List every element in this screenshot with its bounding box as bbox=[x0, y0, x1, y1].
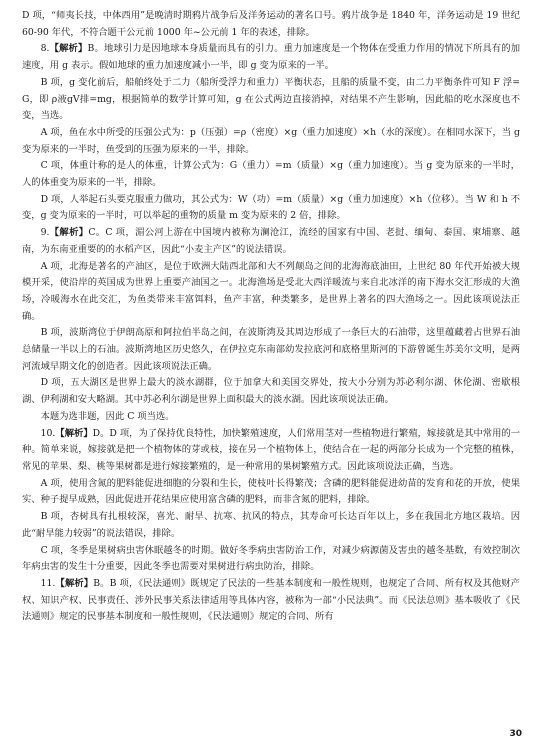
paragraph: 8.【解析】B。地球引力是因地球本身质量而具有的引力。重力加速度是一个物体在受重力作用的情况下所具有的加速度，用 g 表示。假如地球的重力加速度减小一半，即 g 变为原来的一半。 bbox=[22, 43, 520, 72]
paragraph: A 项，北海是著名的产油区，是位于欧洲大陆西北部和大不列颠岛之间的北海海底油田，上世纪 80 年代开始被大规模开采，使沿岸的英国成为世界上重要产油国之一。北海渔场是受北大西洋暖流与来自北冰洋的南下海水交汇形成的大渔场，冷暖海水在此交汇，为鱼类带来丰富饵料，鱼产丰富，种类繁多，是世界上著名的四大渔场之一。因此该项说法正确。 bbox=[22, 260, 520, 322]
page-number: 30 bbox=[509, 729, 522, 739]
paragraph: 10.【解析】D。D 项，为了保持优良特性，加快繁殖速度，人们常用茎对一些植物进行繁殖，嫁接就是其中常用的一种。简单来说，嫁接就是把一个植物体的芽或枝，接在另一个植物体上，使结合在一起的两部分长成为一个完整的植株，常见的苹果、梨、桃等果树都是进行嫁接繁殖的，是一种常用的果树繁殖方式。因此该项说法正确，当选。 bbox=[22, 427, 520, 472]
analysis-tag: 【解析】 bbox=[55, 577, 94, 589]
paragraph: B 项，波斯湾位于伊朗高原和阿拉伯半岛之间，在波斯湾及其周边形成了一条巨大的石油带，这里蕴藏着占世界石油总储量一半以上的石油。波斯湾地区历史悠久，在伊拉克东南部幼发拉底河和底格里斯河的下游曾诞生苏美尔文明，是两河流域早期文化的创造者。因此该项说法正确。 bbox=[22, 327, 520, 372]
paragraph: B 项，g 变化前后，船舶终处于二力（船所受浮力和重力）平衡状态，且船的质量不变，由二力平衡条件可知 F 浮=G，即 ρ液gV排=mg，根据简单的数学计算可知，g 在公式两边直接消掉，对结果不产生影响，因此船的吃水深度也不变，当选。 bbox=[22, 76, 520, 122]
paragraph: C 项，体重计称的是人的体重，计算公式为：G（重力）=m（质量）×g（重力加速度）。当 g 变为原来的一半时，人的体重变为原来的一半，排除。 bbox=[22, 160, 520, 189]
paragraph: A 项，鱼在水中所受的压强公式为：p（压强）=ρ（密度）×g（重力加速度）×h（水的深度）。在相同水深下，当 g 变为原来的一半时，鱼受到的压强为原来的一半，排除。 bbox=[22, 126, 520, 155]
paragraph: 11.【解析】B。B 项，《民法通则》既规定了民法的一些基本制度和一般性规则，也规定了合同、所有权及其他财产权、知识产权、民事责任、涉外民事关系法律适用等具体内容，被称为一部“小民法典”。而《民法总则》基本吸收了《民法通则》规定的民事基本制度和一般性规则，《民法通则》规定的合同、所有 bbox=[22, 577, 520, 623]
paragraph: 9.【解析】C。C 项，湄公河上游在中国境内被称为澜沧江，流经的国家有中国、老挝、缅甸、泰国、柬埔寨、越南，为东南亚重要的的水稻产区，因此“小麦主产区”的说法错误。 bbox=[22, 227, 520, 255]
paragraph: A 项，使用含氮的肥料能促进细胞的分裂和生长，使枝叶长得繁茂；含磷的肥料能促进幼苗的发育和花的开放，使果实、种子提早成熟，因此促进开花结果应使用富含磷的肥料，而非含氮的肥料，排除。 bbox=[22, 477, 520, 506]
paragraph: D 项，五大湖区是世界上最大的淡水湖群，位于加拿大和美国交界处，按大小分别为苏必利尔湖、休伦湖、密歇根湖、伊利湖和安大略湖。其中苏必利尔湖是世界上面积最大的淡水湖。因此该项说法正确。 bbox=[22, 377, 520, 406]
answer-explanations bbox=[22, 8, 520, 626]
paragraph: C 项，冬季是果树病虫害休眠越冬的时期。做好冬季病虫害防治工作，对减少病源菌及害虫的越冬基数，有效控制次年病虫害的发生十分重要，因此冬季也需要对果树进行病虫防治，排除。 bbox=[22, 544, 520, 573]
analysis-tag: 【解析】 bbox=[55, 427, 93, 439]
analysis-tag: 【解析】 bbox=[49, 43, 88, 55]
paragraph: B 项，杏树具有扎根较深，喜光、耐旱、抗寒、抗风的特点，其寿命可长达百年以上，多在我国北方地区栽培。因此“耐旱能力较弱”的说法错误，排除。 bbox=[22, 511, 520, 539]
paragraph: 本题为选非题，因此 C 项当选。 bbox=[40, 410, 175, 422]
analysis-tag: 【解析】 bbox=[49, 227, 89, 239]
paragraph: D 项，“师夷长技，中体西用”是晚清时期鸦片战争后及洋务运动的著名口号。鸦片战争是 1840 年，洋务运动是 19 世纪 60-90 年代，不符合题干公元前 1000 年~公元前 1 年的表述，排除。 bbox=[22, 10, 520, 38]
paragraph: D 项，人举起石头要克服重力做功，其公式为：W（功）=m（质量）×g（重力加速度）×h（位移）。当 W 和 h 不变，g 变为原来的一半时，可以举起的重物的质量 m 变为原来的 2 倍，排除。 bbox=[22, 193, 520, 222]
